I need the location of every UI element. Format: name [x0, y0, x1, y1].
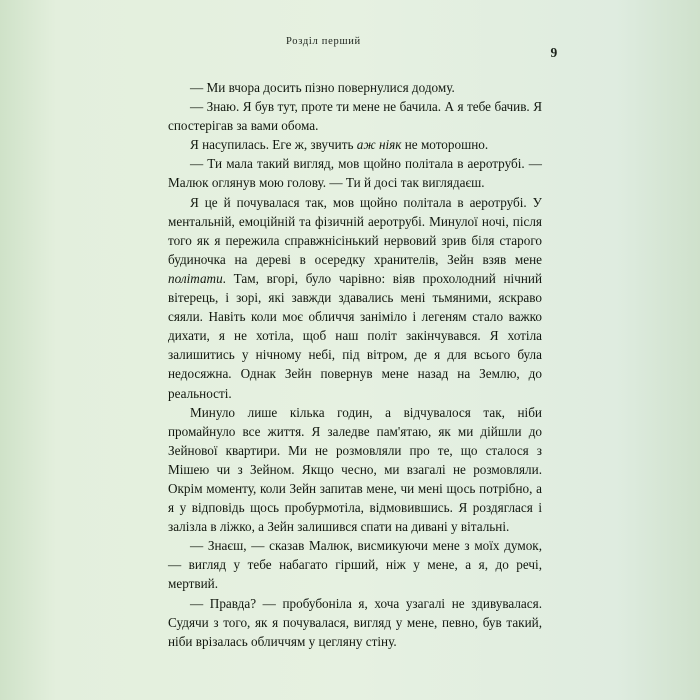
paragraph-2: — Знаю. Я був тут, проте ти мене не бачила. А я тебе бачив. Я спостерігав за вами обома. — [168, 99, 542, 134]
paragraph-5-emphasis: політати — [168, 270, 223, 286]
paragraph-8: — Правда? — пробубоніла я, хоча узагалі не здивувалася. Судячи з того, як я почувалася, вигляд у мене, певно, був такий, ніби врізалась обличчям у цегляну стіну. — [168, 595, 542, 649]
paragraph-3 — [168, 135, 542, 154]
paragraph-3-emphasis: аж ніяк — [356, 137, 402, 153]
paragraph-5 — [168, 193, 542, 403]
paragraph-3-part-1: Я насупилась. Еге ж, звучить — [190, 137, 357, 153]
page-number: 9 — [550, 45, 558, 60]
page-content-column — [168, 28, 558, 661]
paragraph-4: — Ти мала такий вигляд, мов щойно політала в аеротрубі. — Малюк оглянув мою голову. — Ти й досі так виглядаєш. — [168, 156, 542, 191]
paragraph-5-part-1: Я це й почувалася так, мов щойно політала в аеротрубі. У ментальній, емоційній та фізичній аеротрубі. Минулої ночі, після того як я пережила справжнісінький нервовий зрив біля старого будиночка на дереві в осередку хранителів, Зейн взяв мене — [168, 194, 542, 267]
paragraph-3-part-2: не моторошно. — [401, 137, 489, 153]
paragraph-1: — Ми вчора досить пізно повернулися додому. — [190, 80, 455, 95]
paragraph-5-part-2: . Там, вгорі, було чарівно: віяв прохолодний нічний вітерець, і зорі, які завжди здавались мені тьмяними, яскраво сяяли. Навіть коли моє обличчя заніміло і легеням стало важко дихати, я не хотіла, щоб наш політ закінчувався. Я хотіла залишитись у нічному небі, під вітром, де я для всього була недосяжна. Однак Зейн повернув мене назад на Землю, до реальності. — [168, 270, 542, 401]
body-text — [168, 78, 542, 661]
running-head-chapter-title: Розділ перший — [286, 36, 361, 47]
paragraph-6: Минуло лише кілька годин, а відчувалося так, ніби промайнуло все життя. Я заледве пам'ятаю, як ми дійшли до Зейнової квартири. Ми не розмовляли про те, що сталося з Мішею чи з Зейном. Якщо чесно, ми взагалі не розмовляли. Окрім моменту, коли Зейн запитав мене, чи мені щось потрібно, а я у відповідь щось пробурмотіла, відмовившись. Я роздяглася і залізла в ліжко, а Зейн залишився спати на дивані у вітальні. — [168, 404, 542, 535]
bottom-spacer — [168, 651, 542, 661]
running-head — [168, 28, 558, 60]
paragraph-7: — Знаєш, — сказав Малюк, висмикуючи мене з моїх думок, — вигляд у тебе набагато гірший, ніж у мене, а я, до речі, мертвий. — [168, 538, 542, 592]
